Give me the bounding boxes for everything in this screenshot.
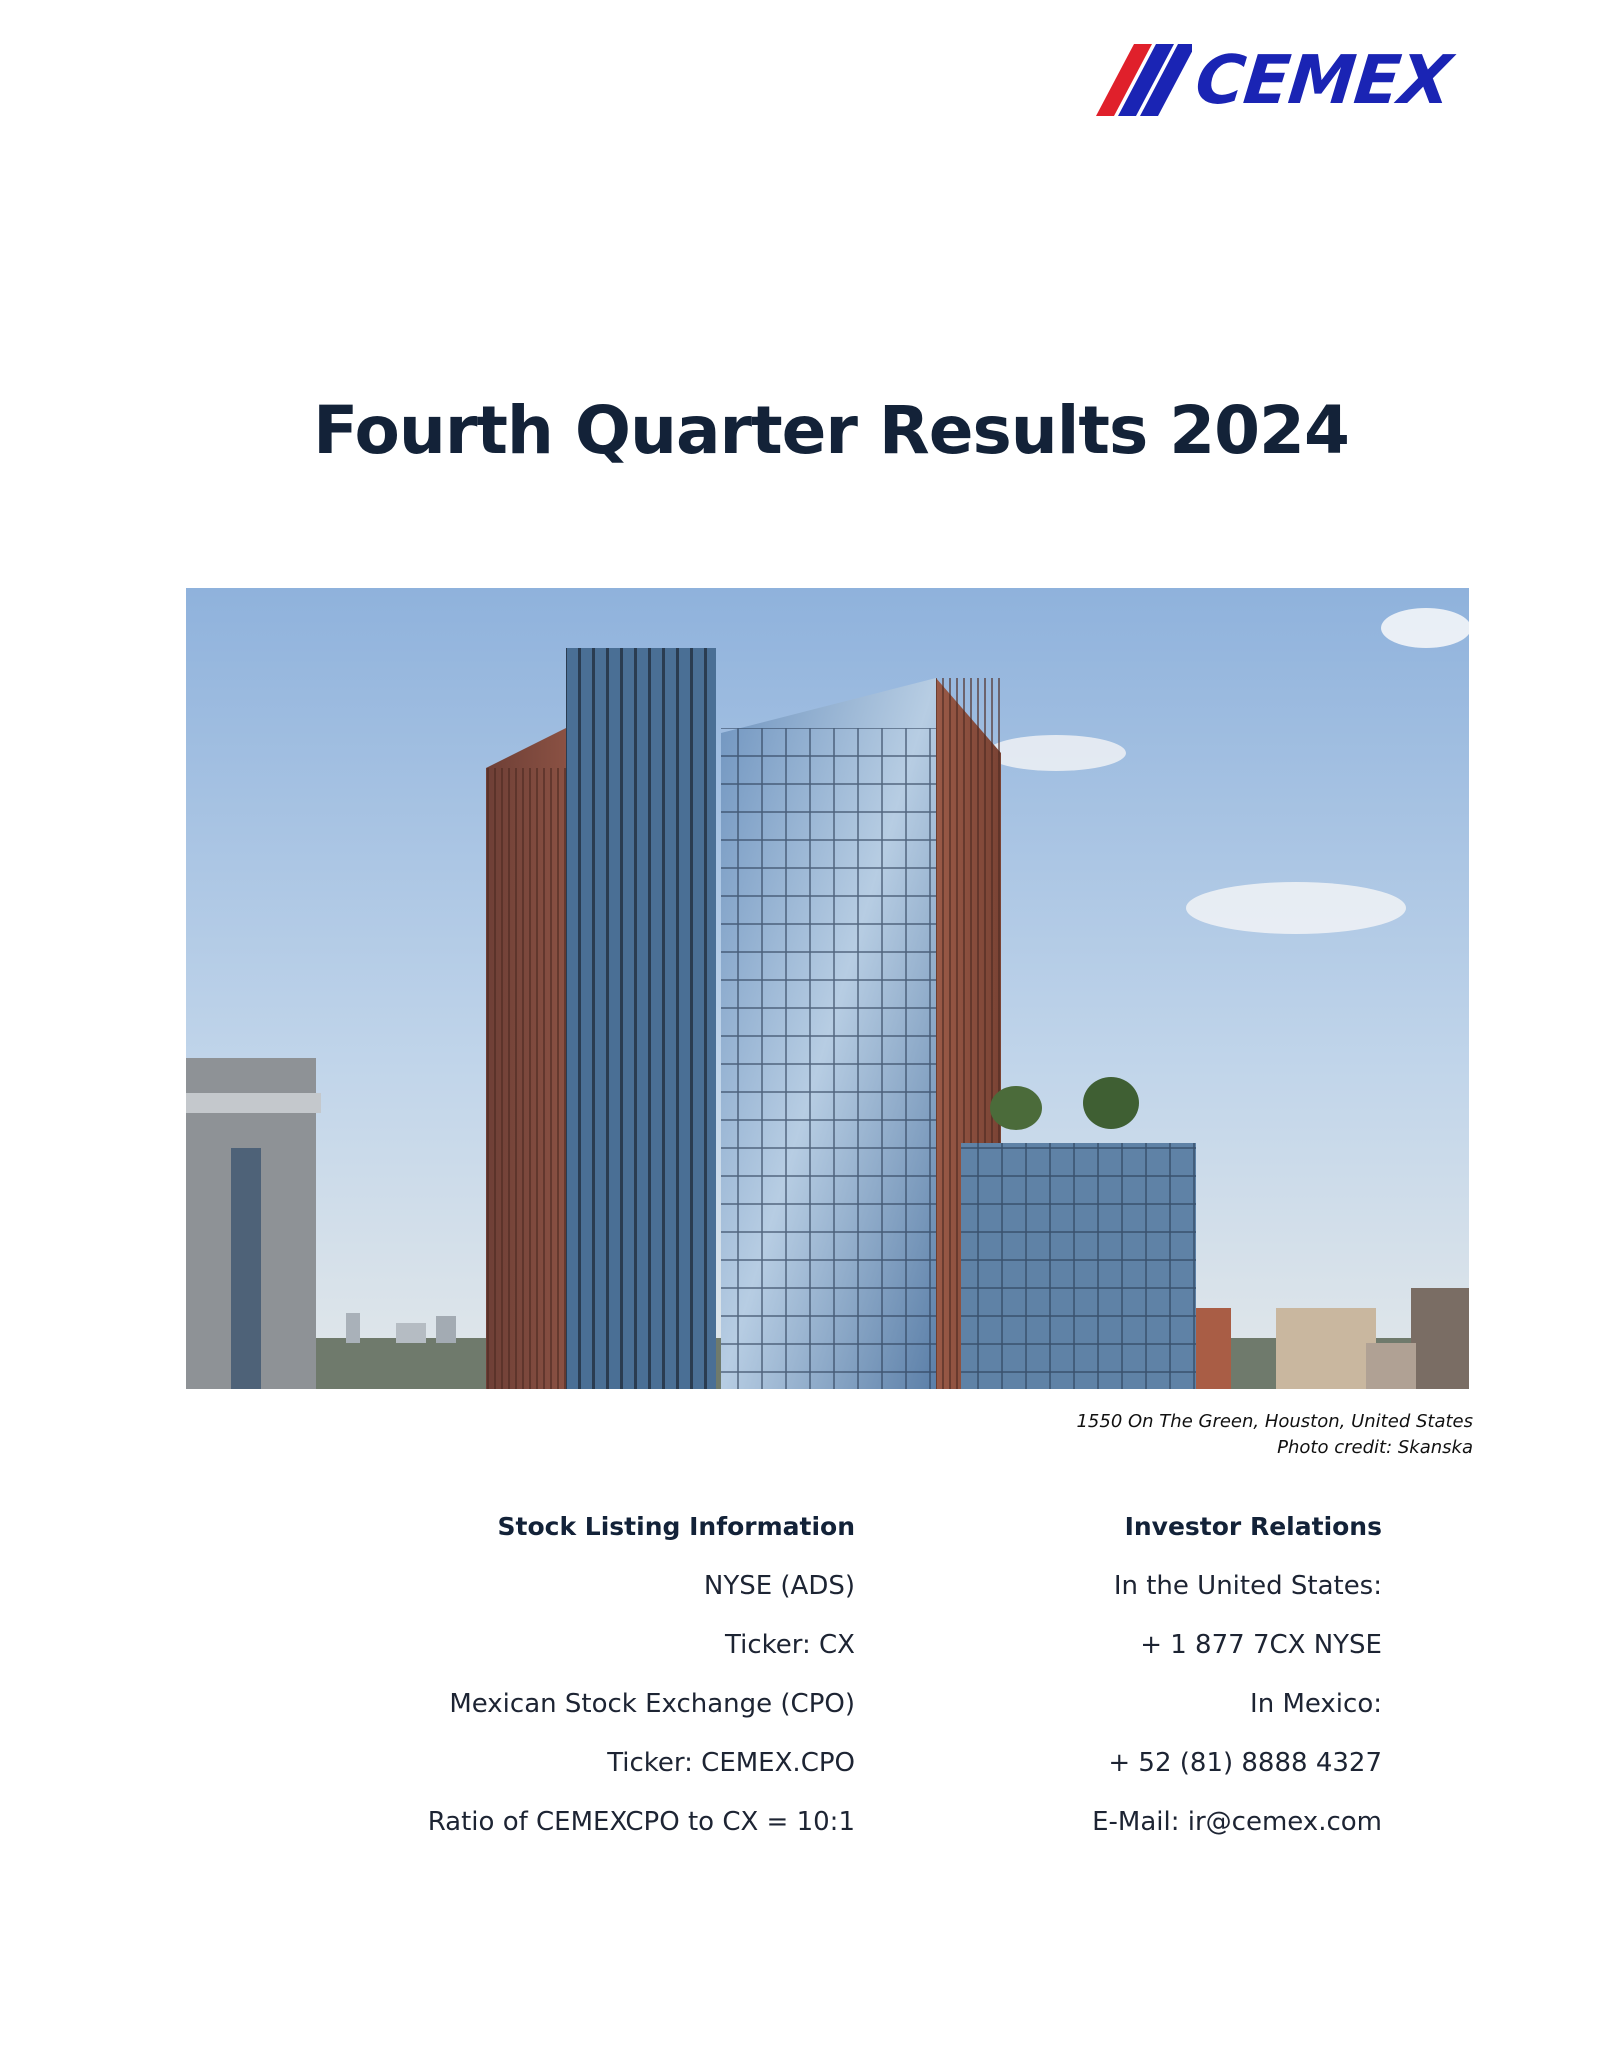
caption-location: 1550 On The Green, Houston, United States [1076, 1411, 1473, 1432]
stock-listing-section [428, 1508, 855, 1862]
stock-listing-line: Ratio of CEMEXCPO to CX = 10:1 [427, 1807, 855, 1837]
investor-relations-email[interactable]: E-Mail: ir@cemex.com [1092, 1807, 1382, 1837]
stock-listing-line: Ticker: CX [725, 1630, 855, 1660]
investor-relations-line: In the United States: [1113, 1571, 1382, 1601]
investor-relations-line: In Mexico: [1250, 1689, 1382, 1719]
building-photo [186, 588, 1469, 1389]
stock-listing-line: Ticker: CEMEX.CPO [607, 1748, 855, 1778]
investor-relations-phone-mx: + 52 (81) 8888 4327 [1108, 1748, 1382, 1778]
investor-relations-phone-us: + 1 877 7CX NYSE [1140, 1630, 1382, 1660]
cemex-stripes-icon [1096, 44, 1192, 116]
stock-listing-line: Mexican Stock Exchange (CPO) [449, 1689, 855, 1719]
investor-relations-section [1092, 1508, 1382, 1862]
logo-wordmark: CEMEX [1191, 41, 1455, 119]
cemex-logo [1096, 41, 1472, 119]
page-title: Fourth Quarter Results 2024 [313, 392, 1349, 469]
stock-listing-line: NYSE (ADS) [703, 1571, 855, 1601]
photo-caption [1076, 1409, 1473, 1461]
caption-credit: Photo credit: Skanska [1277, 1437, 1473, 1458]
stock-listing-heading: Stock Listing Information [497, 1512, 855, 1541]
investor-relations-heading: Investor Relations [1124, 1512, 1382, 1541]
